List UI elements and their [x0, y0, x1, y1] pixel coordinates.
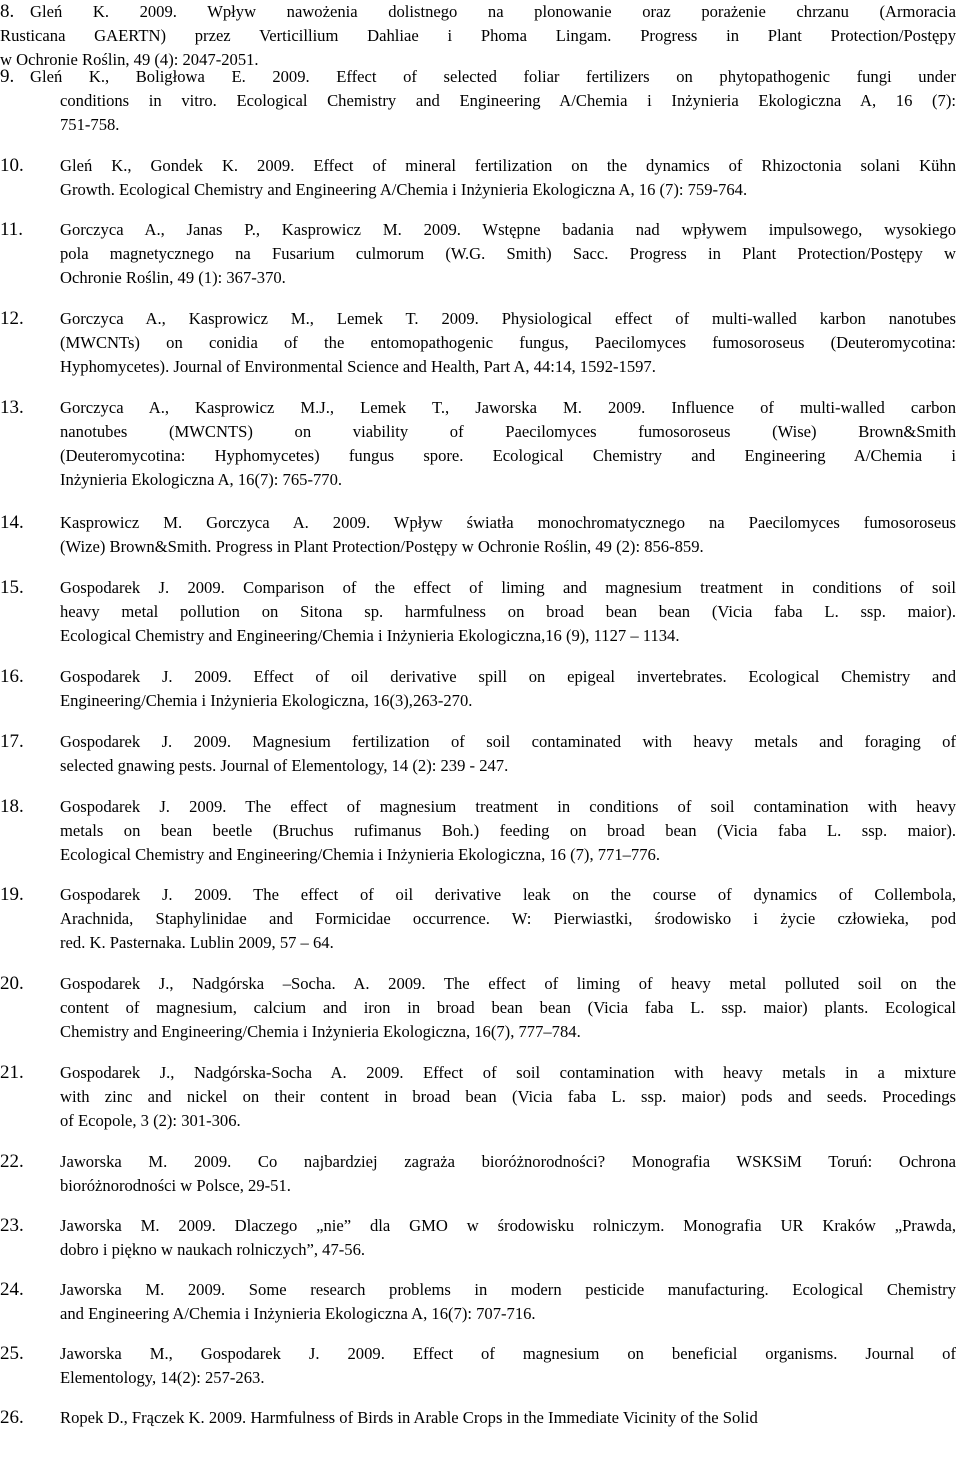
- reference-number: 15.: [0, 577, 24, 598]
- reference-text: [60, 218, 956, 290]
- reference-text: [60, 665, 956, 713]
- reference-line: Gorczyca A., Kasprowicz M., Lemek T. 2009. Physiological effect of multi-walled karbon nanotubes: [60, 309, 956, 328]
- reference-number: 11.: [0, 219, 24, 240]
- reference-line: and Engineering A/Chemia i Inżynieria Ekologiczna A, 16(7): 707-716.: [60, 1304, 536, 1323]
- reference-line: Ropek D., Frączek K. 2009. Harmfulness of Birds in Arable Crops in the Immediate Vicinity of the Solid: [60, 1408, 758, 1427]
- reference-number: 23.: [0, 1215, 24, 1236]
- reference-line: dobro i piękno w naukach rolniczych”, 47-56.: [60, 1240, 366, 1259]
- reference-line: Arachnida, Staphylinidae and Formicidae occurrence. W: Pierwiastki, środowisko i życie człowieka, pod: [60, 909, 956, 928]
- reference-line: Chemistry and Engineering/Chemia i Inżynieria Ekologiczna, 16(7), 777–784.: [60, 1022, 581, 1041]
- reference-line: of Ecopole, 3 (2): 301-306.: [60, 1111, 241, 1130]
- reference-line: Jaworska M. 2009. Co najbardziej zagraża bioróżnorodności? Monografia WSKSiM Toruń: Ochrona: [60, 1152, 956, 1171]
- reference-line: Elementology, 14(2): 257-263.: [60, 1368, 265, 1387]
- reference-line: Gospodarek J., Nadgórska –Socha. A. 2009. The effect of liming of heavy metal polluted soil on the: [60, 974, 956, 993]
- reference-text: [60, 1214, 956, 1262]
- reference-line: Gospodarek J. 2009. Effect of oil derivative spill on epigeal invertebrates. Ecological Chemistry and: [60, 667, 956, 686]
- reference-text: [0, 0, 956, 72]
- reference-number: 21.: [0, 1062, 24, 1083]
- reference-line: (Wize) Brown&Smith. Progress in Plant Protection/Postępy w Ochronie Roślin, 49 (2): 856-859.: [60, 537, 704, 556]
- reference-line: Hyphomycetes). Journal of Environmental Science and Health, Part A, 44:14, 1592-1597.: [60, 357, 656, 376]
- reference-line: with zinc and nickel on their content in broad bean (Vicia faba L. ssp. maior) pods and seeds. Procedings: [60, 1087, 956, 1106]
- reference-number: 12.: [0, 308, 24, 329]
- reference-text: [60, 154, 956, 202]
- reference-number: 19.: [0, 884, 24, 905]
- reference-text: [60, 730, 956, 778]
- reference-number: 17.: [0, 731, 24, 752]
- reference-line: nanotubes (MWCNTS) on viability of Paecilomyces fumosoroseus (Wise) Brown&Smith: [60, 422, 956, 441]
- reference-line: Gospodarek J. 2009. The effect of oil derivative leak on the course of dynamics of Collembola,: [60, 885, 956, 904]
- reference-line: Gorczyca A., Janas P., Kasprowicz M. 2009. Wstępne badania nad wpływem impulsowego, wysokiego: [60, 220, 956, 239]
- reference-text: [60, 1406, 956, 1430]
- reference-line: Ochronie Roślin, 49 (1): 367-370.: [60, 268, 286, 287]
- reference-text: [0, 65, 956, 137]
- reference-line: Gospodarek J. 2009. Magnesium fertilization of soil contaminated with heavy metals and foraging of: [60, 732, 956, 751]
- reference-text: [60, 307, 956, 379]
- reference-text: [60, 1278, 956, 1326]
- reference-line: Jaworska M. 2009. Dlaczego „nie” dla GMO w środowisku rolniczym. Monografia UR Kraków „Prawda,: [60, 1216, 956, 1235]
- reference-line: selected gnawing pests. Journal of Elementology, 14 (2): 239 - 247.: [60, 756, 509, 775]
- reference-text: [60, 576, 956, 648]
- reference-number: 9.: [0, 66, 15, 87]
- reference-text: [60, 511, 956, 559]
- reference-line: Ecological Chemistry and Engineering/Chemia i Inżynieria Ekologiczna,16 (9), 1127 – 1134.: [60, 626, 680, 645]
- reference-number: 25.: [0, 1343, 24, 1364]
- reference-line: Jaworska M., Gospodarek J. 2009. Effect of magnesium on beneficial organisms. Journal of: [60, 1344, 956, 1363]
- reference-line: Ecological Chemistry and Engineering/Chemia i Inżynieria Ekologiczna, 16 (7), 771–776.: [60, 845, 660, 864]
- reference-line: Inżynieria Ekologiczna A, 16(7): 765-770.: [60, 470, 343, 489]
- reference-line: pola magnetycznego na Fusarium culmorum (W.G. Smith) Sacc. Progress in Plant Protection/Postępy w: [60, 244, 956, 263]
- reference-line: Gospodarek J. 2009. The effect of magnesium treatment in conditions of soil contamination with heavy: [60, 797, 956, 816]
- reference-number: 18.: [0, 796, 24, 817]
- reference-text: [60, 795, 956, 867]
- reference-line: w Ochronie Roślin, 49 (4): 2047-2051.: [0, 50, 259, 69]
- reference-text: [60, 1342, 956, 1390]
- reference-number: 13.: [0, 397, 24, 418]
- reference-line: Gospodarek J., Nadgórska-Socha A. 2009. Effect of soil contamination with heavy metals in a mixture: [60, 1063, 956, 1082]
- reference-line: heavy metal pollution on Sitona sp. harmfulness on broad bean bean (Vicia faba L. ssp. maior).: [60, 602, 956, 621]
- reference-text: [60, 972, 956, 1044]
- reference-line: (Deuteromycotina: Hyphomycetes) fungus spore. Ecological Chemistry and Engineering A/Chemia i: [60, 446, 956, 465]
- reference-text: [60, 1061, 956, 1133]
- reference-line: Rusticana GAERTN) przez Verticillium Dahliae i Phoma Lingam. Progress in Plant Protection/Postępy: [0, 26, 956, 45]
- reference-text: [60, 883, 956, 955]
- reference-line: red. K. Pasternaka. Lublin 2009, 57 – 64.: [60, 933, 334, 952]
- reference-line: Gorczyca A., Kasprowicz M.J., Lemek T., Jaworska M. 2009. Influence of multi-walled carbon: [60, 398, 956, 417]
- reference-text: [60, 1150, 956, 1198]
- reference-line: Kasprowicz M. Gorczyca A. 2009. Wpływ światła monochromatycznego na Paecilomyces fumosoroseus: [60, 513, 956, 532]
- reference-line: Jaworska M. 2009. Some research problems in modern pesticide manufacturing. Ecological Chemistry: [60, 1280, 956, 1299]
- reference-number: 24.: [0, 1279, 24, 1300]
- reference-line: Gleń K., Boligłowa E. 2009. Effect of selected foliar fertilizers on phytopathogenic fungi under: [30, 67, 956, 86]
- reference-line: bioróżnorodności w Polsce, 29-51.: [60, 1176, 291, 1195]
- reference-line: Gleń K., Gondek K. 2009. Effect of mineral fertilization on the dynamics of Rhizoctonia solani Kühn: [60, 156, 956, 175]
- reference-number: 16.: [0, 666, 24, 687]
- reference-line: conditions in vitro. Ecological Chemistry and Engineering A/Chemia i Inżynieria Ekologiczna A, 16 (7):: [60, 91, 956, 110]
- reference-line: content of magnesium, calcium and iron in broad bean bean (Vicia faba L. ssp. maior) plants. Ecological: [60, 998, 956, 1017]
- reference-number: 8.: [0, 1, 15, 22]
- reference-number: 20.: [0, 973, 24, 994]
- reference-line: Engineering/Chemia i Inżynieria Ekologiczna, 16(3),263-270.: [60, 691, 473, 710]
- reference-line: Gospodarek J. 2009. Comparison of the effect of liming and magnesium treatment in conditions of soil: [60, 578, 956, 597]
- reference-line: metals on bean beetle (Bruchus rufimanus Boh.) feeding on broad bean (Vicia faba L. ssp. maior).: [60, 821, 956, 840]
- reference-number: 26.: [0, 1407, 24, 1428]
- reference-line: 751-758.: [60, 115, 120, 134]
- reference-number: 22.: [0, 1151, 24, 1172]
- reference-number: 14.: [0, 512, 24, 533]
- reference-text: [60, 396, 956, 492]
- reference-line: (MWCNTs) on conidia of the entomopathogenic fungus, Paecilomyces fumosoroseus (Deuteromycotina:: [60, 333, 956, 352]
- reference-line: Gleń K. 2009. Wpływ nawożenia dolistnego na plonowanie oraz porażenie chrzanu (Armoracia: [30, 2, 956, 21]
- reference-line: Growth. Ecological Chemistry and Engineering A/Chemia i Inżynieria Ekologiczna A, 16 (7): 759-764.: [60, 180, 748, 199]
- reference-number: 10.: [0, 155, 24, 176]
